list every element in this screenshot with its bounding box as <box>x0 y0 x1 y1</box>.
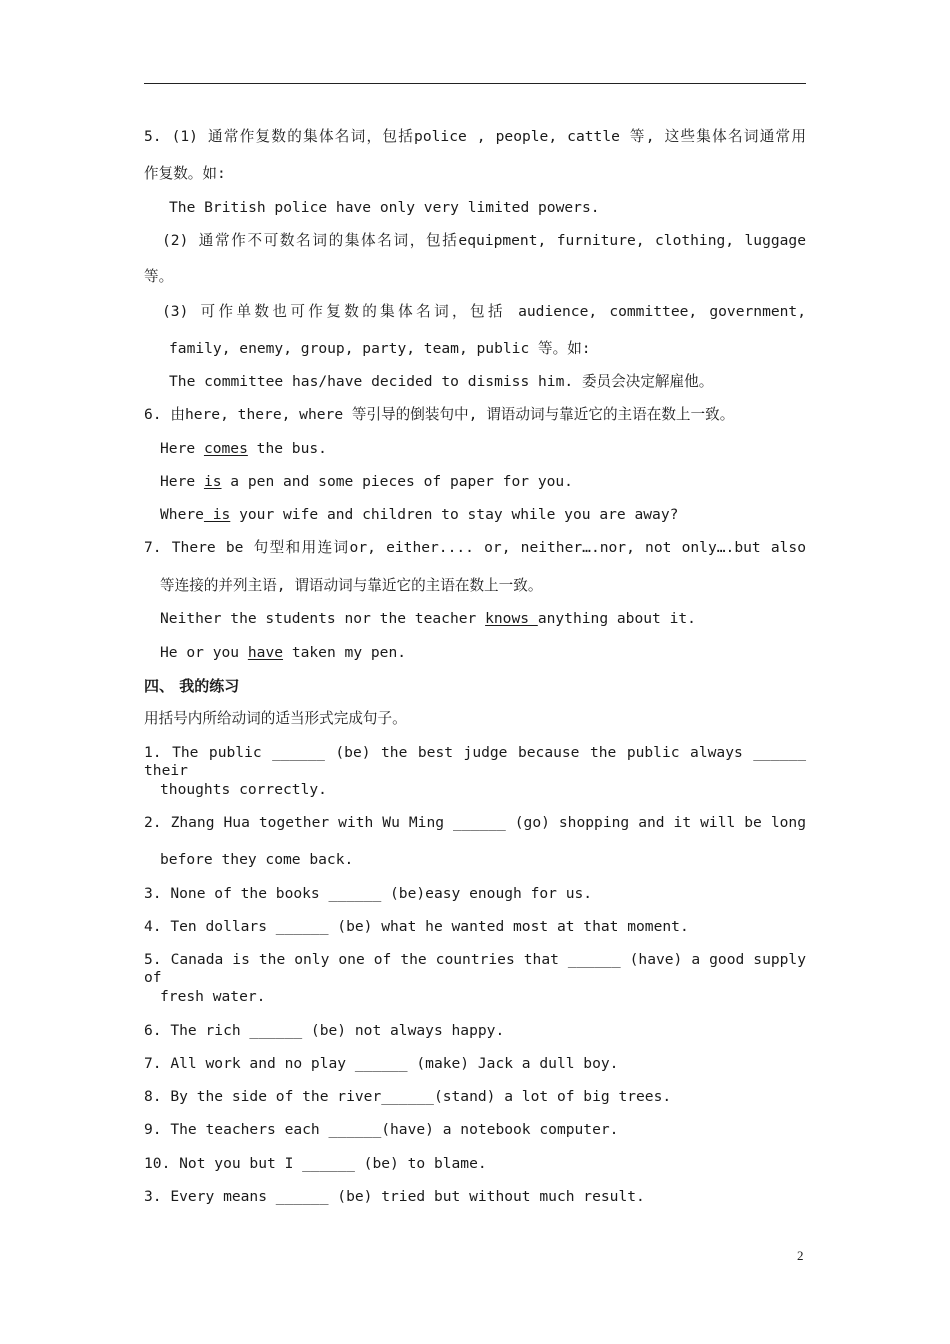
question-5-line2: fresh water. <box>160 988 266 1005</box>
rule7-line2: 等连接的并列主语, 谓语动词与靠近它的主语在数上一致。 <box>160 577 543 594</box>
rule5-sub3-line2: family, enemy, group, party, team, public 等。如: <box>169 340 591 357</box>
question-1-line2: thoughts correctly. <box>160 781 327 798</box>
question-5-line1: 5. Canada is the only one of the countries that ______ (have) a good supply of <box>144 951 806 986</box>
question-4: 4. Ten dollars ______ (be) what he wanted most at that moment. <box>144 918 689 935</box>
question-7: 7. All work and no play ______ (make) Jack a dull boy. <box>144 1055 619 1072</box>
question-3: 3. None of the books ______ (be)easy enough for us. <box>144 885 593 902</box>
rule6-example2: Here is a pen and some pieces of paper for you. <box>160 473 573 490</box>
rule7-example1: Neither the students nor the teacher knows anything about it. <box>160 610 696 627</box>
question-8: 8. By the side of the river______(stand) a lot of big trees. <box>144 1088 672 1105</box>
rule7-example2: He or you have taken my pen. <box>160 644 407 661</box>
underlined-verb: knows <box>485 610 538 627</box>
header-rule <box>144 83 806 84</box>
underlined-verb: comes <box>203 440 248 457</box>
instruction: 用括号内所给动词的适当形式完成句子。 <box>144 710 407 727</box>
underlined-verb: is <box>203 506 231 523</box>
rule5-line2: 作复数。如: <box>144 165 226 182</box>
question-2-line2: before they come back. <box>160 851 354 868</box>
question-9: 9. The teachers each ______(have) a notebook computer. <box>144 1121 619 1138</box>
question-6: 6. The rich ______ (be) not always happy. <box>144 1022 505 1039</box>
page-number: 2 <box>797 1248 804 1263</box>
section-heading: 四、 我的练习 <box>144 677 240 695</box>
question-2-line1: 2. Zhang Hua together with Wu Ming ______ (go) shopping and it will be long <box>144 814 806 831</box>
underlined-verb: have <box>247 644 284 661</box>
rule5-sub3-line1: (3) 可作单数也可作复数的集体名词，包括 audience, committee, government, <box>162 303 806 320</box>
question-11: 3. Every means ______ (be) tried but without much result. <box>144 1188 645 1205</box>
rule5-sub2-line1: (2) 通常作不可数名词的集体名词，包括equipment, furniture, clothing, luggage <box>162 232 806 249</box>
rule5-example3: The committee has/have decided to dismiss him. 委员会决定解雇他。 <box>169 373 714 390</box>
rule5-sub2-line2: 等。 <box>144 268 174 285</box>
rule5-example1: The British police have only very limited powers. <box>169 199 600 216</box>
rule6-example3: Where is your wife and children to stay while you are away? <box>160 506 679 523</box>
rule7-line1: 7. There be 句型和用连词or, either.... or, neither….nor, not only….but also <box>144 539 806 556</box>
question-1-line1: 1. The public ______ (be) the best judge because the public always ______ their <box>144 744 806 779</box>
rule5-line1: 5. (1) 通常作复数的集体名词，包括police , people, cattle 等, 这些集体名词通常用 <box>144 128 806 145</box>
question-10: 10. Not you but I ______ (be) to blame. <box>144 1155 487 1172</box>
underlined-verb: is <box>203 473 222 490</box>
rule6-example1: Here comes the bus. <box>160 440 327 457</box>
rule6-line1: 6. 由here, there, where 等引导的倒装句中, 谓语动词与靠近它的主语在数上一致。 <box>144 406 735 423</box>
